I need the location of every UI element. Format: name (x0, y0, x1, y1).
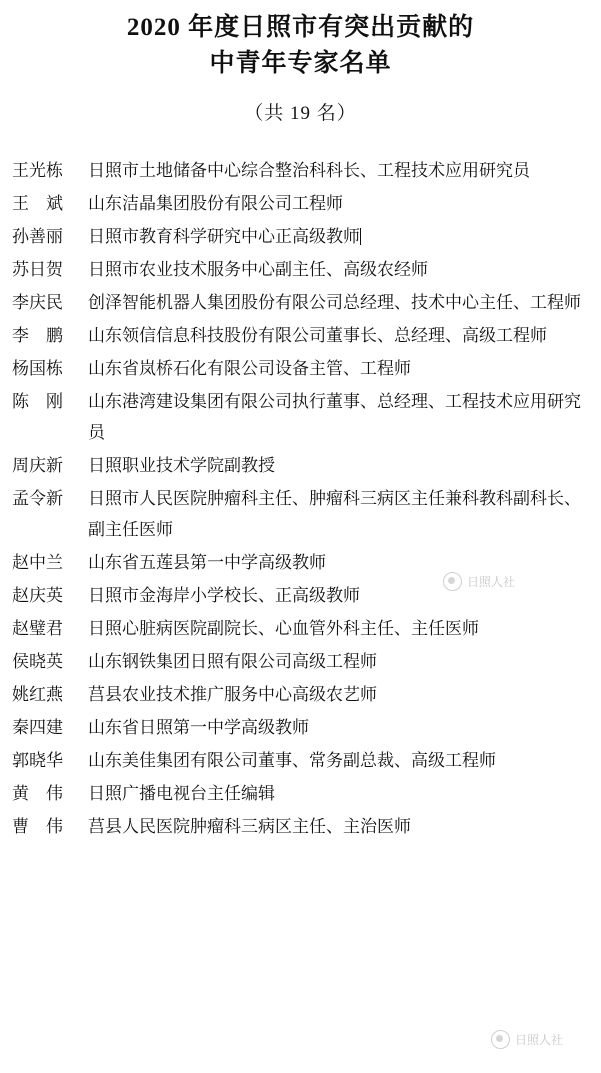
list-item (8, 188, 593, 219)
list-item (8, 221, 593, 252)
text-cursor (360, 228, 361, 245)
expert-description: 日照市农业技术服务中心副主任、高级农经师 (88, 260, 428, 279)
expert-name: 曹 伟 (12, 817, 63, 836)
expert-name: 杨国栋 (12, 359, 63, 378)
list-item (8, 353, 593, 384)
watermark-label: 日照人社 (466, 575, 515, 589)
expert-name: 王光栋 (12, 161, 63, 180)
list-item (8, 320, 593, 351)
list-item (8, 155, 593, 186)
list-item (8, 254, 593, 285)
watermark-logo-icon (443, 572, 462, 591)
expert-description: 莒县人民医院肿瘤科三病区主任、主治医师 (88, 817, 411, 836)
expert-description: 日照市土地储备中心综合整治科科长、工程技术应用研究员 (88, 161, 530, 180)
page-subtitle: （共 19 名） (244, 103, 357, 124)
expert-name: 王 斌 (12, 194, 63, 213)
list-item (8, 778, 593, 809)
expert-description: 日照市金海岸小学校长、正高级教师 (88, 586, 360, 605)
list-item (8, 745, 593, 776)
expert-description: 山东港湾建设集团有限公司执行董事、总经理、工程技术应用研究员 (88, 392, 581, 442)
expert-description: 日照心脏病医院副院长、心血管外科主任、主任医师 (88, 619, 479, 638)
expert-name: 黄 伟 (12, 784, 63, 803)
page-title-line-1: 2020 年度日照市有突出贡献的 (126, 14, 475, 41)
expert-description: 日照职业技术学院副教授 (88, 456, 275, 475)
expert-description: 创泽智能机器人集团股份有限公司总经理、技术中心主任、工程师 (88, 293, 581, 312)
expert-name: 陈 刚 (12, 392, 63, 411)
expert-description: 莒县农业技术推广服务中心高级农艺师 (88, 685, 377, 704)
watermark-label: 日照人社 (514, 1033, 563, 1047)
expert-name: 苏日贺 (12, 260, 63, 279)
expert-description: 山东美佳集团有限公司董事、常务副总裁、高级工程师 (88, 751, 496, 770)
expert-name: 李庆民 (12, 293, 63, 312)
expert-description: 山东洁晶集团股份有限公司工程师 (88, 194, 343, 213)
expert-description: 山东领信信息科技股份有限公司董事长、总经理、高级工程师 (88, 326, 547, 345)
list-item (8, 712, 593, 743)
expert-list (0, 155, 601, 842)
expert-description: 山东省日照第一中学高级教师 (88, 718, 309, 737)
list-item (8, 450, 593, 481)
list-item (8, 386, 593, 448)
expert-description: 山东钢铁集团日照有限公司高级工程师 (88, 652, 377, 671)
expert-name: 赵璧君 (12, 619, 63, 638)
expert-name: 孙善丽 (12, 227, 63, 246)
list-item (8, 646, 593, 677)
expert-name: 侯晓英 (12, 652, 63, 671)
watermark-logo-icon (491, 1030, 510, 1049)
expert-description: 日照市人民医院肿瘤科主任、肿瘤科三病区主任兼科教科副科长、副主任医师 (88, 489, 581, 539)
expert-description: 山东省岚桥石化有限公司设备主管、工程师 (88, 359, 411, 378)
expert-name: 郭晓华 (12, 751, 63, 770)
expert-name: 赵中兰 (12, 553, 63, 572)
expert-description: 日照市教育科学研究中心正高级教师 (88, 227, 360, 246)
expert-name: 周庆新 (12, 456, 63, 475)
expert-description: 山东省五莲县第一中学高级教师 (88, 553, 326, 572)
list-item (8, 811, 593, 842)
list-item (8, 287, 593, 318)
expert-name: 秦四建 (12, 718, 63, 737)
list-item (8, 613, 593, 644)
page-title-line-2: 中青年专家名单 (209, 50, 392, 77)
title-block (0, 0, 601, 82)
list-item (8, 679, 593, 710)
watermark (443, 572, 515, 591)
expert-name: 赵庆英 (12, 586, 63, 605)
expert-name: 姚红燕 (12, 685, 63, 704)
watermark (491, 1030, 563, 1049)
list-item (8, 483, 593, 545)
expert-description: 日照广播电视台主任编辑 (88, 784, 275, 803)
expert-name: 孟令新 (12, 489, 63, 508)
expert-name: 李 鹏 (12, 326, 63, 345)
